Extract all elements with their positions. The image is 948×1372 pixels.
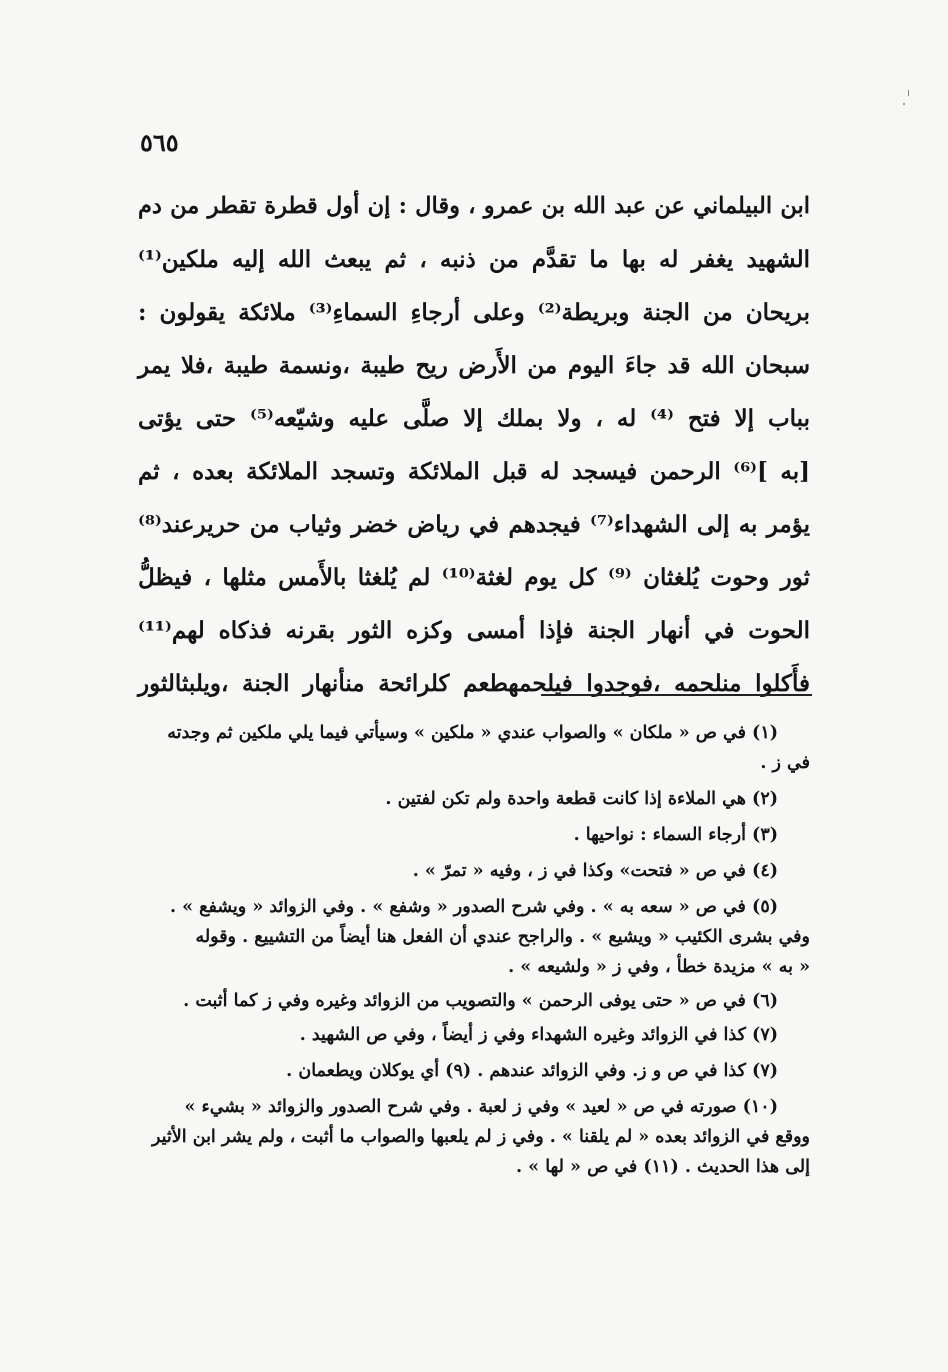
page-speck	[908, 90, 909, 96]
footnotes-block	[138, 718, 810, 1182]
footnote-2: (٢) هي الملاءة إذا كانت قطعة واحدة ولم تكن لفتين .	[385, 789, 778, 809]
main-text-line: يؤمر به إلى الشهداء⁽⁷⁾ فيجدهم في رياض خضر وثياب من حريرعند⁽⁸⁾	[138, 511, 810, 538]
footnote-6: (٦) في ص « حتى يوفى الرحمن » والتصويب من الزوائد وغيره وفي ز كما أثبت .	[183, 991, 778, 1011]
footnote-10-continued: ووقع في الزوائد بعده « لم يلقنا » . وفي ز لم يلعبها والصواب ما أثبت ، ولم يشر ابن الأثير	[152, 1127, 810, 1147]
main-text-block	[138, 180, 810, 710]
main-text-line: فأَكلوا منلحمه ،فوجدوا فيلحمهطعم كلرائحة منأنهار الجنة ،ويلبثالثور	[138, 670, 810, 697]
footnote-1-continued: في ز .	[760, 753, 810, 773]
footnote-10: (١٠) صورته في ص « لعيد » وفي ز لعبة . وفي شرح الصدور والزوائد « بشيء »	[184, 1097, 778, 1117]
main-text-line: [به ]⁽⁶⁾ الرحمن فيسجد له قبل الملائكة وتسجد الملائكة بعده ، ثم	[138, 458, 810, 485]
footnote-10-11: إلى هذا الحديث . (١١) في ص « لها » .	[516, 1157, 810, 1177]
page-number: ٥٦٥	[140, 128, 179, 157]
footnote-3: (٣) أرجاء السماء : نواحيها .	[573, 825, 778, 845]
main-text-line: ابن البيلماني عن عبد الله بن عمرو ، وقال : إن أول قطرة تقطر من دم	[138, 193, 810, 219]
footnote-7b-9: (٧) كذا في ص و ز. وفي الزوائد عندهم . (٩) أي يوكلان ويطعمان .	[286, 1061, 778, 1081]
footnote-7a: (٧) كذا في الزوائد وغيره الشهداء وفي ز أيضاً ، وفي ص الشهيد .	[299, 1025, 778, 1045]
footnote-separator	[541, 694, 812, 696]
footnote-1: (١) في ص « ملكان » والصواب عندي « ملكين » وسيأتي فيما يلي ملكين ثم وجدته	[167, 723, 778, 743]
footnote-5: (٥) في ص « سعه به » . وفي شرح الصدور « وشفع » . وفي الزوائد « ويشفع » .	[169, 897, 778, 917]
main-text-line: بباب إلا فتح ⁽⁴⁾ له ، ولا بملك إلا صلَّى عليه وشيّعه⁽⁵⁾ حتى يؤتى	[138, 405, 810, 432]
footnote-5-continued: وفي بشرى الكئيب « ويشيع » . والراجح عندي أن الفعل هنا أيضاً من التشييع . وقوله	[195, 927, 810, 947]
main-text-line: بريحان من الجنة وبريطة⁽²⁾ وعلى أرجاءِ السماءِ⁽³⁾ ملائكة يقولون :	[138, 299, 810, 326]
main-text-line: ثور وحوت يُلغثان ⁽⁹⁾ كل يوم لغثة⁽¹⁰⁾ لم يُلغثا بالأَمس مثلها ، فيظلُّ	[138, 564, 810, 591]
main-text-line: الشهيد يغفر له بها ما تقدَّم من ذنبه ، ثم يبعث الله إليه ملكين⁽¹⁾	[138, 246, 810, 273]
footnote-4: (٤) في ص « فتحت» وكذا في ز ، وفيه « تمرّ » .	[412, 861, 778, 881]
page-speck	[903, 103, 905, 105]
main-text-line: سبحان الله قد جاءَ اليوم من الأَرض ريح طيبة ،ونسمة طيبة ،فلا يمر	[138, 352, 810, 379]
main-text-line: الحوت في أنهار الجنة فإذا أمسى وكزه الثور بقرنه فذكاه لهم⁽¹¹⁾	[138, 617, 811, 644]
footnote-5-continued: « به » مزيدة خطأ ، وفي ز « ولشيعه » .	[508, 957, 810, 977]
